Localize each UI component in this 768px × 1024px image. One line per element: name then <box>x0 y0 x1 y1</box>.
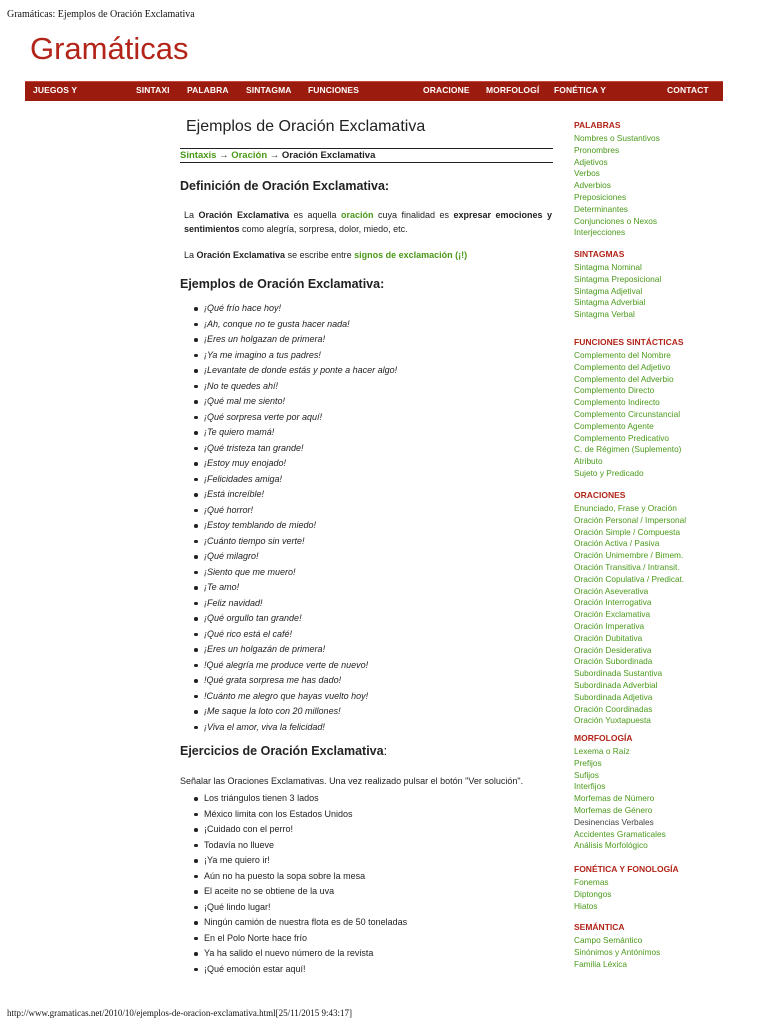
example-item: ¡Viva el amor, viva la felicidad! <box>180 720 397 736</box>
examples-list <box>180 301 397 735</box>
sidebar-link[interactable]: Interfijos <box>574 781 606 792</box>
nav-item-contacto[interactable]: CONTACT <box>667 85 709 95</box>
nav-item-palabras[interactable]: PALABRA <box>187 85 229 95</box>
sidebar-link[interactable]: Morfemas de Número <box>574 793 655 804</box>
sidebar-link[interactable]: Subordinada Adverbial <box>574 679 658 690</box>
sidebar-link[interactable]: Diptongos <box>574 888 612 899</box>
sidebar-link[interactable]: Sinónimos y Antónimos <box>574 946 661 957</box>
example-item: !Cuánto me alegro que hayas vuelto hoy! <box>180 689 397 705</box>
breadcrumb-link-oracion[interactable]: Oración <box>231 150 268 161</box>
example-item: ¡Levantate de donde estás y ponte a hacer algo! <box>180 363 397 379</box>
exercise-item[interactable]: ¡Ya me quiero ir! <box>180 853 407 869</box>
example-item: ¡Cuánto tiempo sin verte! <box>180 534 397 550</box>
sidebar-link[interactable]: Oración Personal / Impersonal <box>574 514 687 525</box>
nav-item-oraciones[interactable]: ORACIONE <box>423 85 470 95</box>
example-item: ¡Te quiero mamá! <box>180 425 397 441</box>
sidebar-link[interactable]: Atributo <box>574 456 603 467</box>
example-item: ¡Ah, conque no te gusta hacer nada! <box>180 317 397 333</box>
sidebar-link[interactable]: Oración Desiderativa <box>574 644 652 655</box>
example-item: ¡Está increíble! <box>180 487 397 503</box>
sidebar-link[interactable]: Complemento Agente <box>574 420 654 431</box>
oracion-link[interactable]: oración <box>341 210 374 220</box>
sidebar-heading: ORACIONES <box>574 490 626 500</box>
definition-text: La Oración Exclamativa es aquella oración cuya finalidad es expresar emociones y sentimientos como alegría, sorpresa, dolor, miedo, etc. <box>184 210 553 234</box>
sidebar-link[interactable]: Oración Simple / Compuesta <box>574 526 681 537</box>
sidebar-heading: FONÉTICA Y FONOLOGÍA <box>574 864 679 874</box>
sidebar-link[interactable]: Accidentes Gramaticales <box>574 828 666 839</box>
sidebar-link[interactable]: Campo Semántico <box>574 935 643 945</box>
sidebar-list <box>574 262 661 321</box>
sidebar-list <box>574 877 611 912</box>
example-item: ¡Eres un holgazán de primera! <box>180 642 397 658</box>
example-item: ¡Me saque la loto con 20 millones! <box>180 704 397 720</box>
sidebar-link[interactable]: Desinencias Verbales <box>574 816 654 827</box>
sidebar-link[interactable]: Prefijos <box>574 757 602 768</box>
sidebar-link[interactable]: Sintagma Nominal <box>574 262 642 272</box>
sidebar-link[interactable]: Sintagma Adverbial <box>574 297 646 308</box>
exercise-item[interactable]: ¡Qué emoción estar aquí! <box>180 962 407 978</box>
exercises-intro: Señalar las Oraciones Exclamativas. Una vez realizado pulsar el botón "Ver solución". <box>180 776 524 786</box>
exercises-list <box>180 791 407 977</box>
definition-text-2: La Oración Exclamativa se escribe entre signos de exclamación (¡!) <box>184 250 468 260</box>
sidebar-link[interactable]: Oración Unimembre / Bimem. <box>574 550 684 561</box>
example-item: ¡Qué milagro! <box>180 549 397 565</box>
exercise-item[interactable]: Todavía no llueve <box>180 838 407 854</box>
sidebar-list <box>574 350 681 480</box>
breadcrumb-arrow: → <box>267 150 282 161</box>
sidebar-link[interactable]: Hiatos <box>574 900 598 911</box>
main-nav <box>25 81 723 101</box>
sidebar-link[interactable]: Fonemas <box>574 877 609 887</box>
breadcrumb-link-sintaxis[interactable]: Sintaxis <box>180 150 217 161</box>
sidebar-link[interactable]: Verbos <box>574 168 600 179</box>
sidebar-link[interactable]: Complemento del Adjetivo <box>574 361 671 372</box>
sidebar-heading: PALABRAS <box>574 120 621 130</box>
exercise-item[interactable]: Aún no ha puesto la sopa sobre la mesa <box>180 869 407 885</box>
sidebar-link[interactable]: Enunciado, Frase y Oración <box>574 503 677 513</box>
sidebar-link[interactable]: C. de Régimen (Suplemento) <box>574 444 682 455</box>
sidebar-link[interactable]: Oración Interrogativa <box>574 597 652 608</box>
breadcrumb-arrow: → <box>216 150 232 161</box>
sidebar-link[interactable]: Complemento Circunstancial <box>574 408 681 419</box>
example-item: ¡Feliz navidad! <box>180 596 397 612</box>
nav-item-fonetica[interactable]: FONÉTICA Y <box>554 85 607 95</box>
example-item: ¡Siento que me muero! <box>180 565 397 581</box>
example-item: !Qué grata sorpresa me has dado! <box>180 673 397 689</box>
definition-heading: Definición de Oración Exclamativa: <box>180 179 390 193</box>
sidebar-link[interactable]: Oración Dubitativa <box>574 632 643 643</box>
nav-item-juegos[interactable]: JUEGOS Y <box>33 85 78 95</box>
sidebar-link[interactable]: Sintagma Adjetival <box>574 285 643 296</box>
sidebar-link[interactable]: Oración Transitiva / Intransit. <box>574 561 680 572</box>
example-item: ¡Qué sorpresa verte por aquí! <box>180 410 397 426</box>
exercise-item[interactable]: El aceite no se obtiene de la uva <box>180 884 407 900</box>
sidebar-link[interactable]: Subordinada Sustantiva <box>574 668 663 679</box>
examples-heading: Ejemplos de Oración Exclamativa: <box>180 277 385 291</box>
sidebar-link[interactable]: Nombres o Sustantivos <box>574 133 660 143</box>
document-title: Gramáticas: Ejemplos de Oración Exclamativa <box>7 9 195 20</box>
example-item: ¡Felicidades amiga! <box>180 472 397 488</box>
sidebar-link[interactable]: Oración Coordinadas <box>574 703 653 714</box>
example-item: ¡Qué rico está el café! <box>180 627 397 643</box>
breadcrumb-divider-bottom <box>180 162 553 163</box>
exercise-item[interactable]: México limita con los Estados Unidos <box>180 807 407 823</box>
sidebar-link[interactable]: Análisis Morfológico <box>574 840 648 851</box>
sidebar-list <box>574 935 660 970</box>
sidebar-heading: MORFOLOGÍA <box>574 733 633 743</box>
sidebar-link[interactable]: Determinantes <box>574 203 628 214</box>
exercise-item[interactable]: Ningún camión de nuestra flota es de 50 toneladas <box>180 915 407 931</box>
example-item: ¡Te amo! <box>180 580 397 596</box>
example-item: ¡Qué orgullo tan grande! <box>180 611 397 627</box>
exercises-heading: Ejercicios de Oración Exclamativa: <box>180 744 388 758</box>
sidebar-list <box>574 503 686 727</box>
sidebar-link[interactable]: Sintagma Verbal <box>574 309 635 320</box>
sidebar-link[interactable]: Conjunciones o Nexos <box>574 215 658 226</box>
example-item: !Qué alegría me produce verte de nuevo! <box>180 658 397 674</box>
sidebar-link[interactable]: Adverbios <box>574 180 611 191</box>
sidebar-link[interactable]: Sintagma Preposicional <box>574 273 662 284</box>
sidebar-link[interactable]: Oración Exclamativa <box>574 609 651 620</box>
breadcrumb-current: Oración Exclamativa <box>281 150 376 161</box>
sidebar-link[interactable]: Interjecciones <box>574 227 626 238</box>
nav-item-morfologia[interactable]: MORFOLOGÍ <box>486 85 540 95</box>
sidebar-link[interactable]: Oración Copulativa / Predicat. <box>574 573 685 584</box>
sidebar-link[interactable]: Complemento Indirecto <box>574 397 660 408</box>
example-item: ¡Eres un holgazan de primera! <box>180 332 397 348</box>
exercise-item[interactable]: Los triángulos tienen 3 lados <box>180 791 407 807</box>
sidebar-link[interactable]: Oración Imperativa <box>574 620 645 631</box>
sidebar-link[interactable]: Complemento del Adverbio <box>574 373 674 384</box>
example-item: ¡Ya me imagino a tus padres! <box>180 348 397 364</box>
sidebar-link[interactable]: Sujeto y Predicado <box>574 467 644 478</box>
example-item: ¡Qué frío hace hoy! <box>180 301 397 317</box>
sidebar-link[interactable]: Familia Léxica <box>574 958 628 969</box>
exercise-item[interactable]: En el Polo Norte hace frío <box>180 931 407 947</box>
exercise-item[interactable]: ¡Qué lindo lugar! <box>180 900 407 916</box>
breadcrumb <box>180 150 375 161</box>
sidebar-link[interactable]: Sufijos <box>574 769 599 780</box>
sidebar-heading: SINTAGMAS <box>574 249 625 259</box>
sidebar-link[interactable]: Complemento del Nombre <box>574 350 671 360</box>
sidebar-link[interactable]: Oración Activa / Pasiva <box>574 538 660 549</box>
signos-exclamacion-link[interactable]: signos de exclamación (¡!) <box>354 250 468 260</box>
site-title[interactable]: Gramáticas <box>30 31 189 66</box>
page-title: Ejemplos de Oración Exclamativa <box>186 118 426 135</box>
sidebar-link[interactable]: Subordinada Adjetiva <box>574 691 653 702</box>
sidebar-list <box>574 133 660 239</box>
sidebar-list <box>574 746 666 852</box>
sidebar-heading: SEMÁNTICA <box>574 922 625 932</box>
sidebar-link[interactable]: Preposiciones <box>574 191 627 202</box>
sidebar-link[interactable]: Lexema o Raíz <box>574 746 630 756</box>
sidebar-link[interactable]: Morfemas de Género <box>574 804 653 815</box>
example-item: ¡Estoy temblando de miedo! <box>180 518 397 534</box>
sidebar-link[interactable]: Oración Yuxtapuesta <box>574 715 651 726</box>
sidebar-link[interactable]: Adjetivos <box>574 156 608 167</box>
sidebar-link[interactable]: Oración Aseverativa <box>574 585 649 596</box>
exercise-item[interactable]: Ya ha salido el nuevo número de la revista <box>180 946 407 962</box>
example-item: ¡Qué mal me siento! <box>180 394 397 410</box>
sidebar-heading: FUNCIONES SINTÁCTICAS <box>574 337 684 347</box>
breadcrumb-divider-top <box>180 148 553 149</box>
example-item: ¡No te quedes ahí! <box>180 379 397 395</box>
sidebar-link[interactable]: Pronombres <box>574 144 620 155</box>
example-item: ¡Qué horror! <box>180 503 397 519</box>
exercise-item[interactable]: ¡Cuidado con el perro! <box>180 822 407 838</box>
nav-item-sintagmas[interactable]: SINTAGMA <box>246 85 292 95</box>
footer-url: http://www.gramaticas.net/2010/10/ejemplos-de-oracion-exclamativa.html[25/11/2015 9:43:17] <box>7 1008 352 1018</box>
nav-item-sintaxis[interactable]: SINTAXI <box>136 85 170 95</box>
nav-item-funciones[interactable]: FUNCIONES <box>308 85 359 95</box>
sidebar-link[interactable]: Complemento Directo <box>574 385 655 396</box>
sidebar-link[interactable]: Complemento Predicativo <box>574 432 669 443</box>
sidebar-link[interactable]: Oración Subordinada <box>574 656 653 667</box>
example-item: ¡Estoy muy enojado! <box>180 456 397 472</box>
example-item: ¡Qué tristeza tan grande! <box>180 441 397 457</box>
